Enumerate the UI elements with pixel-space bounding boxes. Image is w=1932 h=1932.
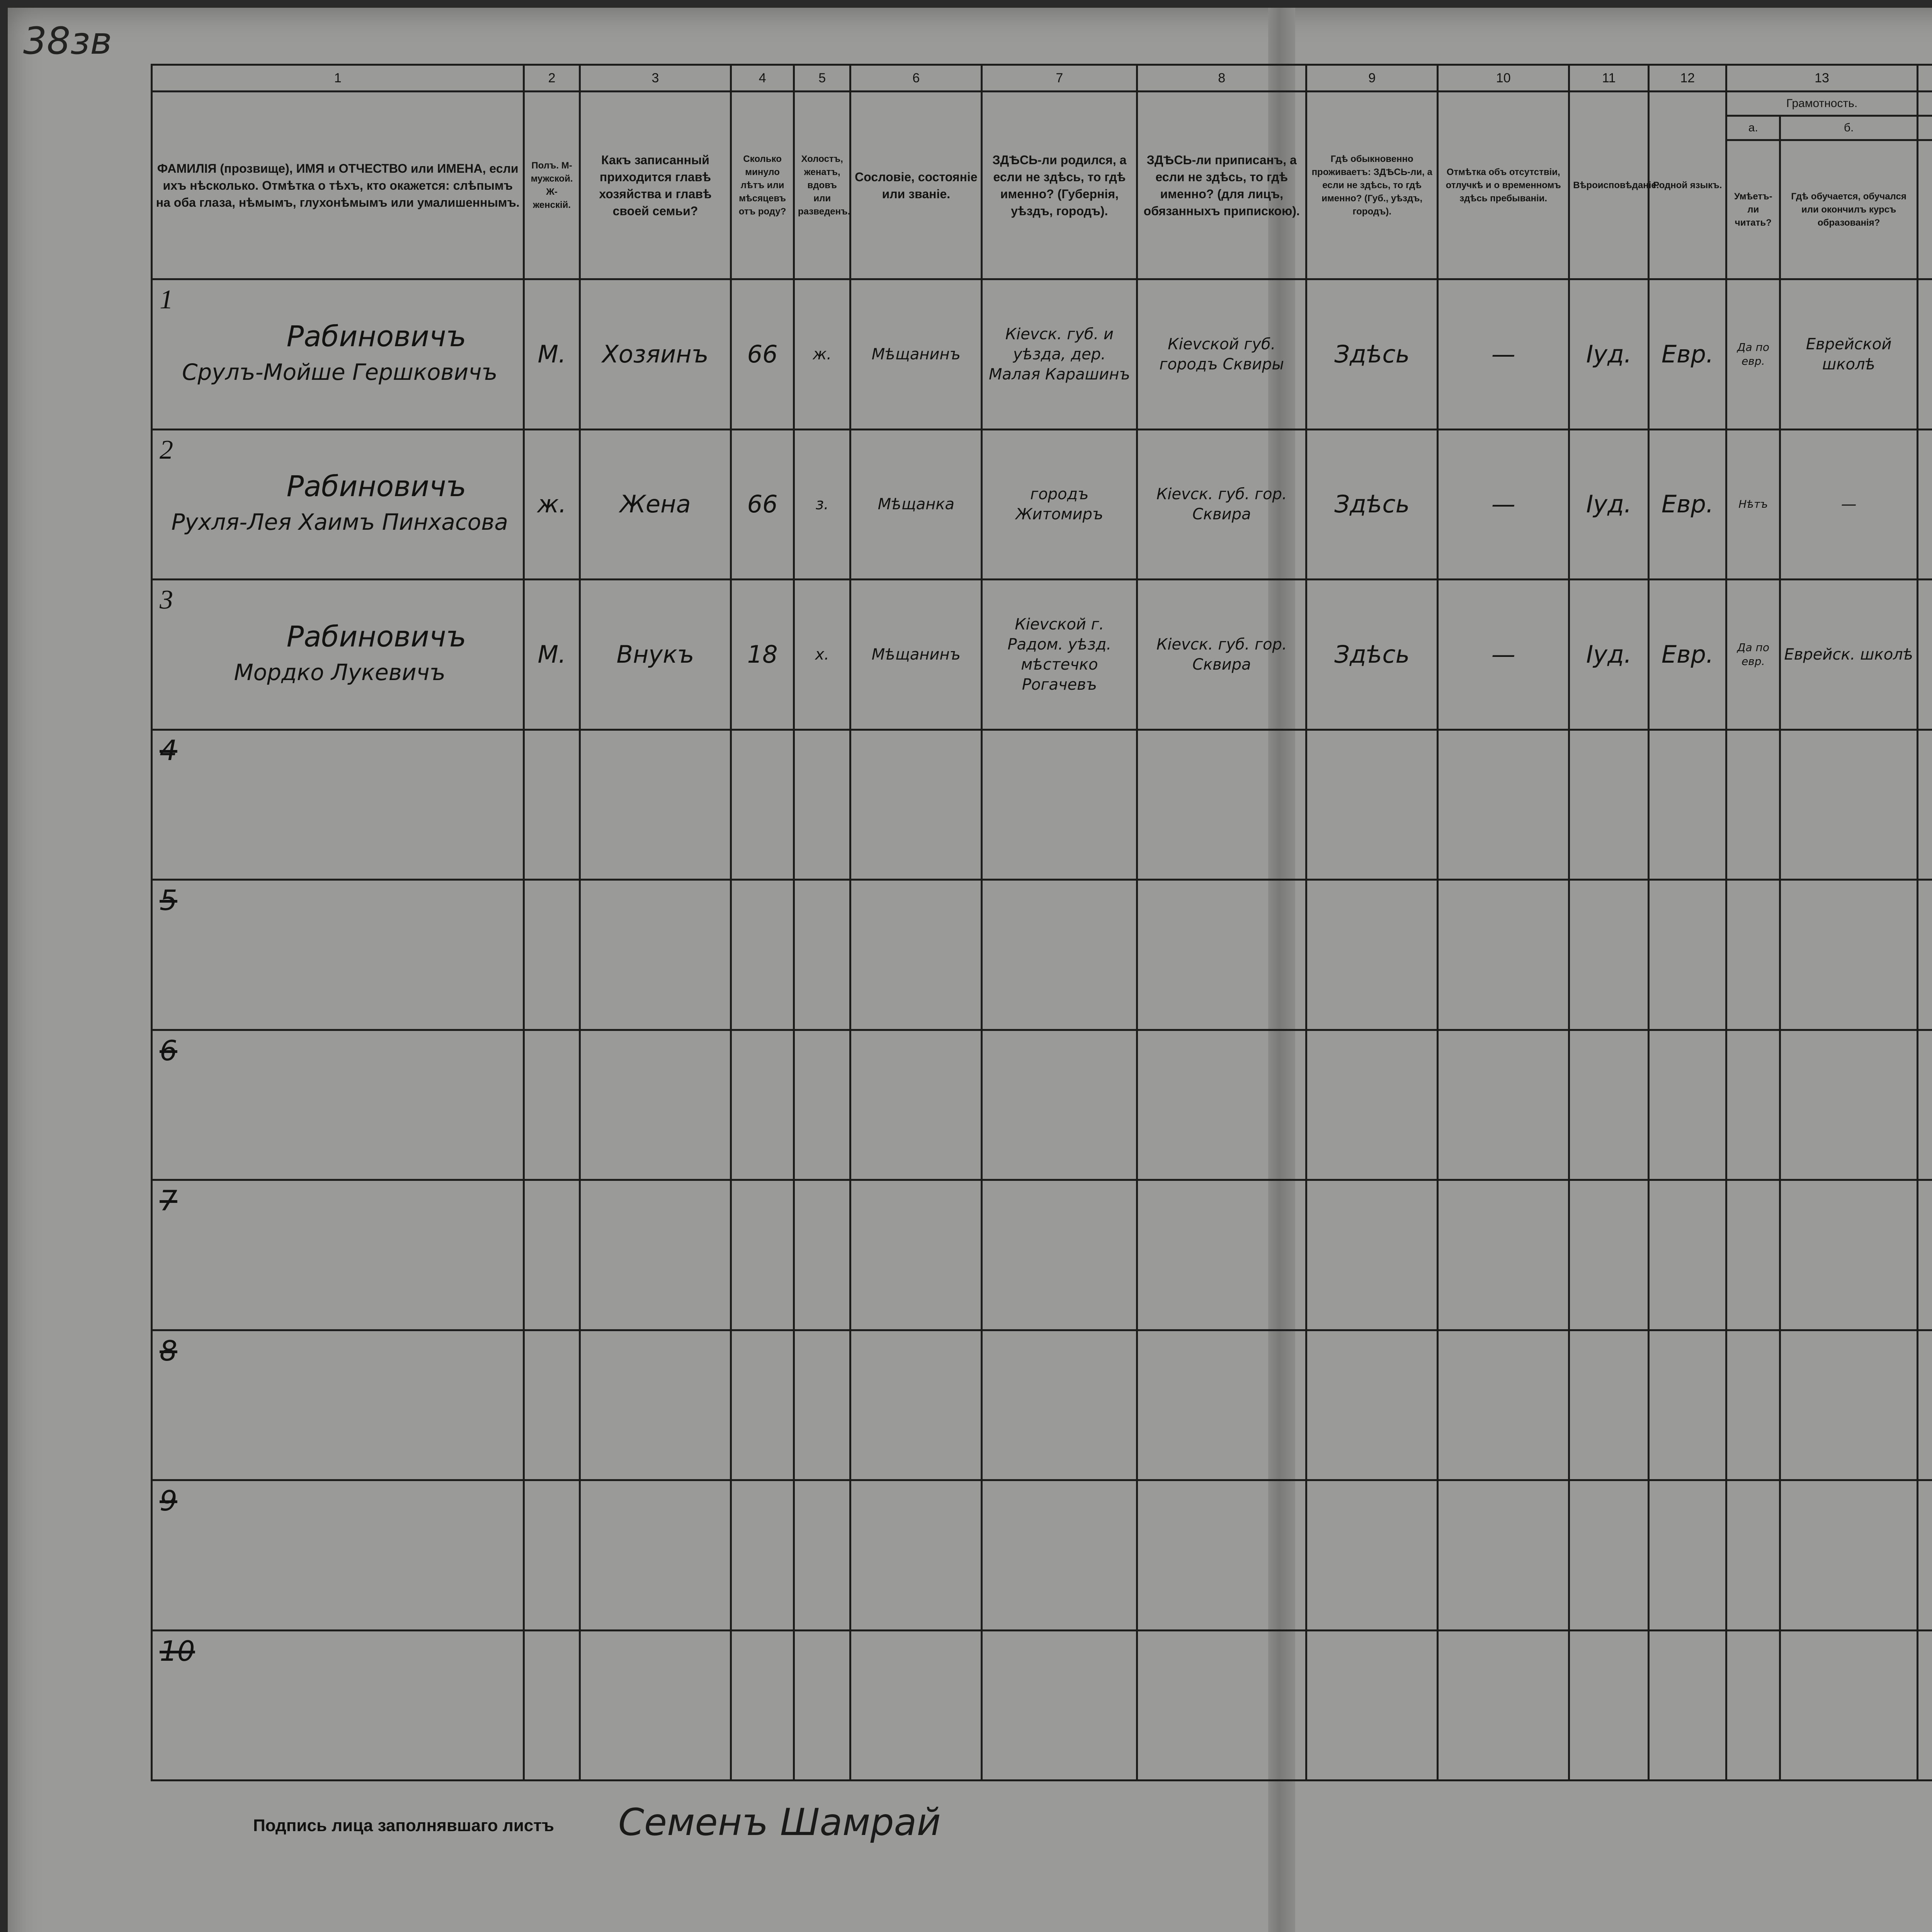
row-residence: Здѣсь <box>1306 580 1438 730</box>
colnum-9: 9 <box>1306 65 1438 92</box>
row-birthplace: Кievской г. Радом. уѣзд. мѣстечко Рогачевъ <box>982 580 1137 730</box>
table-row <box>152 580 1932 730</box>
page-number-left: 38зв <box>23 19 112 63</box>
row-surname: Рабиновичъ <box>286 320 466 353</box>
row-marital <box>794 730 850 880</box>
row-religion <box>1569 1630 1649 1781</box>
table-row <box>152 1630 1932 1781</box>
row-language <box>1649 1630 1726 1781</box>
row-number: 8 <box>160 1334 177 1367</box>
row-relation <box>580 1330 731 1480</box>
colnum-8: 8 <box>1137 65 1306 92</box>
row-estate <box>850 880 982 1030</box>
row-literacy <box>1726 1330 1780 1480</box>
row-religion <box>1569 1180 1649 1330</box>
row-literacy: Нѣтъ <box>1726 429 1780 580</box>
row-literacy <box>1726 730 1780 880</box>
colnum-4: 4 <box>731 65 794 92</box>
row-marital <box>794 1630 850 1781</box>
header-absence: Отмѣтка объ отсутствіи, отлучкѣ и о временномъ здѣсь пребываніи. <box>1438 92 1569 279</box>
row-registration <box>1137 730 1306 880</box>
row-estate: Мѣщанка <box>850 429 982 580</box>
header-13a-label: а. <box>1726 116 1780 140</box>
table-row <box>152 1330 1932 1480</box>
row-absence: — <box>1438 429 1569 580</box>
row-age <box>731 1330 794 1480</box>
row-religion: Іуд. <box>1569 580 1649 730</box>
row-language: Евр. <box>1649 580 1726 730</box>
row-marital <box>794 1030 850 1180</box>
row-sex: М. <box>524 580 580 730</box>
row-sex <box>524 1630 580 1781</box>
row-language: Евр. <box>1649 429 1726 580</box>
row-estate <box>850 1630 982 1781</box>
colnum-6: 6 <box>850 65 982 92</box>
header-birthplace: ЗДѢСЬ-ли родился, а если не здѣсь, то гдѣ именно? (Губернія, уѣздъ, городъ). <box>982 92 1137 279</box>
row-absence <box>1438 730 1569 880</box>
row-residence <box>1306 1180 1438 1330</box>
header-education: Гдѣ обучается, обучался или окончилъ курсъ образованія? <box>1780 140 1918 279</box>
row-relation: Жена <box>580 429 731 580</box>
header-age: Сколько минуло лѣтъ или мѣсяцевъ отъ роду? <box>731 92 794 279</box>
row-residence <box>1306 1480 1438 1631</box>
row-estate <box>850 1480 982 1631</box>
header-main-occupation <box>1917 140 1932 279</box>
colnum-11: 11 <box>1569 65 1649 92</box>
row-absence: — <box>1438 580 1569 730</box>
row-education <box>1780 880 1918 1030</box>
row-occupation <box>1917 1180 1932 1330</box>
row-registration <box>1137 1330 1306 1480</box>
row-occupation <box>1917 279 1932 430</box>
row-name-cell <box>152 1030 524 1180</box>
row-sex <box>524 880 580 1030</box>
census-rows <box>152 279 1932 1781</box>
row-birthplace <box>982 1480 1137 1631</box>
row-registration <box>1137 1030 1306 1180</box>
row-name-cell <box>152 1480 524 1631</box>
row-number: 7 <box>160 1184 177 1217</box>
row-surname: Рабиновичъ <box>286 470 466 503</box>
row-birthplace <box>982 730 1137 880</box>
row-marital: з. <box>794 429 850 580</box>
row-literacy <box>1726 1480 1780 1631</box>
row-language <box>1649 1330 1726 1480</box>
row-registration: Кievской губ. городъ Сквиры <box>1137 279 1306 430</box>
row-age: 66 <box>731 279 794 430</box>
row-marital: х. <box>794 580 850 730</box>
row-education: — <box>1780 429 1918 580</box>
row-given-names: Мордко Лукевичъ <box>234 659 446 685</box>
row-education: Еврейск. школѣ <box>1780 580 1918 730</box>
row-sex: М. <box>524 279 580 430</box>
row-given-names: Срулъ-Мойше Гершковичъ <box>182 359 498 385</box>
row-sex <box>524 1030 580 1180</box>
row-relation <box>580 1480 731 1631</box>
row-marital <box>794 1480 850 1631</box>
row-education <box>1780 1180 1918 1330</box>
row-occupation <box>1917 1630 1932 1781</box>
row-occupation <box>1917 429 1932 580</box>
row-literacy: Да по евр. <box>1726 580 1780 730</box>
row-sex <box>524 1330 580 1480</box>
header-14a-label <box>1917 116 1932 140</box>
row-surname: Рабиновичъ <box>286 620 466 653</box>
header-13b-label: б. <box>1780 116 1918 140</box>
row-relation <box>580 1630 731 1781</box>
row-religion <box>1569 730 1649 880</box>
row-number: 2 <box>160 435 173 465</box>
row-residence <box>1306 880 1438 1030</box>
row-registration <box>1137 1480 1306 1631</box>
row-absence <box>1438 1480 1569 1631</box>
row-religion <box>1569 1030 1649 1180</box>
header-marital: Холостъ, женатъ, вдовъ или разведенъ. <box>794 92 850 279</box>
row-marital: ж. <box>794 279 850 430</box>
row-number: 9 <box>160 1485 177 1517</box>
row-registration <box>1137 1630 1306 1781</box>
row-literacy <box>1726 880 1780 1030</box>
row-language <box>1649 1180 1726 1330</box>
row-age <box>731 1630 794 1781</box>
row-marital <box>794 1330 850 1480</box>
row-registration <box>1137 1180 1306 1330</box>
row-residence <box>1306 730 1438 880</box>
row-name-cell <box>152 1180 524 1330</box>
row-number: 3 <box>160 585 173 615</box>
header-residence: Гдѣ обыкновенно проживаетъ: ЗДѢСЬ-ли, а если не здѣсь, то гдѣ именно? (Губ., уѣздъ, городъ). <box>1306 92 1438 279</box>
colnum-12: 12 <box>1649 65 1726 92</box>
row-registration <box>1137 880 1306 1030</box>
row-occupation <box>1917 580 1932 730</box>
row-education <box>1780 1030 1918 1180</box>
row-absence <box>1438 880 1569 1030</box>
row-estate <box>850 730 982 880</box>
header-language: Родной языкъ. <box>1649 92 1726 279</box>
row-religion <box>1569 1480 1649 1631</box>
colnum-13: 13 <box>1726 65 1918 92</box>
row-absence <box>1438 1180 1569 1330</box>
row-education <box>1780 1630 1918 1781</box>
colnum-2: 2 <box>524 65 580 92</box>
row-residence <box>1306 1330 1438 1480</box>
row-occupation <box>1917 1330 1932 1480</box>
row-number: 4 <box>160 734 177 767</box>
row-education: Еврейской школѣ <box>1780 279 1918 430</box>
row-age <box>731 730 794 880</box>
row-age <box>731 1480 794 1631</box>
colnum-5: 5 <box>794 65 850 92</box>
row-registration: Кievск. губ. гор. Сквира <box>1137 580 1306 730</box>
header-registration: ЗДѢСЬ-ли приписанъ, а если не здѣсь, то гдѣ именно? (для лицъ, обязанныхъ припискою). <box>1137 92 1306 279</box>
group-header-row <box>152 92 1932 116</box>
row-language <box>1649 1480 1726 1631</box>
row-education <box>1780 730 1918 880</box>
table-row <box>152 429 1932 580</box>
header-occupation <box>1917 92 1932 116</box>
table-row <box>152 880 1932 1030</box>
row-birthplace <box>982 1630 1137 1781</box>
row-name-cell <box>152 279 524 430</box>
row-age <box>731 1180 794 1330</box>
row-age <box>731 880 794 1030</box>
row-birthplace <box>982 880 1137 1030</box>
table-row <box>152 1030 1932 1180</box>
row-literacy <box>1726 1180 1780 1330</box>
row-birthplace <box>982 1030 1137 1180</box>
row-education <box>1780 1330 1918 1480</box>
colnum-3: 3 <box>580 65 731 92</box>
colnum-14 <box>1917 65 1932 92</box>
row-sex <box>524 1480 580 1631</box>
row-birthplace <box>982 1180 1137 1330</box>
row-relation <box>580 880 731 1030</box>
signature-label: Подпись лица заполнявшаго листъ <box>253 1816 554 1835</box>
row-sex <box>524 730 580 880</box>
row-relation: Хозяинъ <box>580 279 731 430</box>
row-absence <box>1438 1030 1569 1180</box>
header-name: ФАМИЛІЯ (прозвище), ИМЯ и ОТЧЕСТВО или ИМЕНА, если ихъ нѣсколько. Отмѣтка о тѣхъ, кто окажется: слѣпымъ на оба глаза, нѣмымъ, глухонѣмымъ или умалишеннымъ. <box>152 92 524 279</box>
table-row <box>152 730 1932 880</box>
row-estate <box>850 1180 982 1330</box>
row-name-cell <box>152 429 524 580</box>
row-language <box>1649 880 1726 1030</box>
row-age: 18 <box>731 580 794 730</box>
row-name-cell <box>152 880 524 1030</box>
colnum-10: 10 <box>1438 65 1569 92</box>
row-religion <box>1569 1330 1649 1480</box>
row-absence <box>1438 1330 1569 1480</box>
row-number: 10 <box>160 1634 195 1667</box>
row-religion: Іуд. <box>1569 429 1649 580</box>
row-marital <box>794 880 850 1030</box>
row-estate <box>850 1330 982 1480</box>
census-table <box>151 64 1932 1781</box>
row-estate <box>850 1030 982 1180</box>
header-religion: Вѣроисповѣданіе. <box>1569 92 1649 279</box>
colnum-7: 7 <box>982 65 1137 92</box>
row-education <box>1780 1480 1918 1631</box>
row-number: 6 <box>160 1034 177 1067</box>
row-occupation <box>1917 880 1932 1030</box>
table-row <box>152 1480 1932 1631</box>
header-sex: Полъ. М-мужской. Ж-женскій. <box>524 92 580 279</box>
row-residence: Здѣсь <box>1306 429 1438 580</box>
row-relation <box>580 1180 731 1330</box>
row-language <box>1649 730 1726 880</box>
colnum-1: 1 <box>152 65 524 92</box>
row-number: 1 <box>160 285 173 315</box>
row-residence: Здѣсь <box>1306 279 1438 430</box>
row-birthplace: городъ Житомиръ <box>982 429 1137 580</box>
row-language: Евр. <box>1649 279 1726 430</box>
row-occupation <box>1917 1480 1932 1631</box>
row-absence: — <box>1438 279 1569 430</box>
row-birthplace <box>982 1330 1137 1480</box>
table-row <box>152 1180 1932 1330</box>
row-relation <box>580 730 731 880</box>
row-estate: Мѣщанинъ <box>850 580 982 730</box>
row-sex: ж. <box>524 429 580 580</box>
row-occupation <box>1917 730 1932 880</box>
row-residence <box>1306 1030 1438 1180</box>
row-age: 66 <box>731 429 794 580</box>
row-literacy: Да по евр. <box>1726 279 1780 430</box>
header-relation: Какъ записанный приходится главѣ хозяйства и главѣ своей семьи? <box>580 92 731 279</box>
header-can-read: Умѣетъ-ли читать? <box>1726 140 1780 279</box>
row-number: 5 <box>160 884 177 917</box>
row-name-cell <box>152 1630 524 1781</box>
row-age <box>731 1030 794 1180</box>
row-marital <box>794 1180 850 1330</box>
row-registration: Кievск. губ. гор. Сквира <box>1137 429 1306 580</box>
row-religion: Іуд. <box>1569 279 1649 430</box>
row-name-cell <box>152 580 524 730</box>
row-birthplace: Кievск. губ. и уѣзда, дер. Малая Карашинъ <box>982 279 1137 430</box>
table-row <box>152 279 1932 430</box>
column-number-row <box>152 65 1932 92</box>
row-residence <box>1306 1630 1438 1781</box>
row-name-cell <box>152 1330 524 1480</box>
row-religion <box>1569 880 1649 1030</box>
row-occupation <box>1917 1030 1932 1180</box>
row-relation <box>580 1030 731 1180</box>
signature-value: Семенъ Шамрай <box>618 1801 941 1844</box>
header-literacy: Грамотность. <box>1726 92 1918 116</box>
row-given-names: Рухля-Лея Хаимъ Пинхасова <box>171 509 508 536</box>
row-estate: Мѣщанинъ <box>850 279 982 430</box>
row-name-cell <box>152 730 524 880</box>
row-sex <box>524 1180 580 1330</box>
row-language <box>1649 1030 1726 1180</box>
header-estate: Сословіе, состояніе или званіе. <box>850 92 982 279</box>
row-absence <box>1438 1630 1569 1781</box>
row-literacy <box>1726 1030 1780 1180</box>
row-literacy <box>1726 1630 1780 1781</box>
row-relation: Внукъ <box>580 580 731 730</box>
